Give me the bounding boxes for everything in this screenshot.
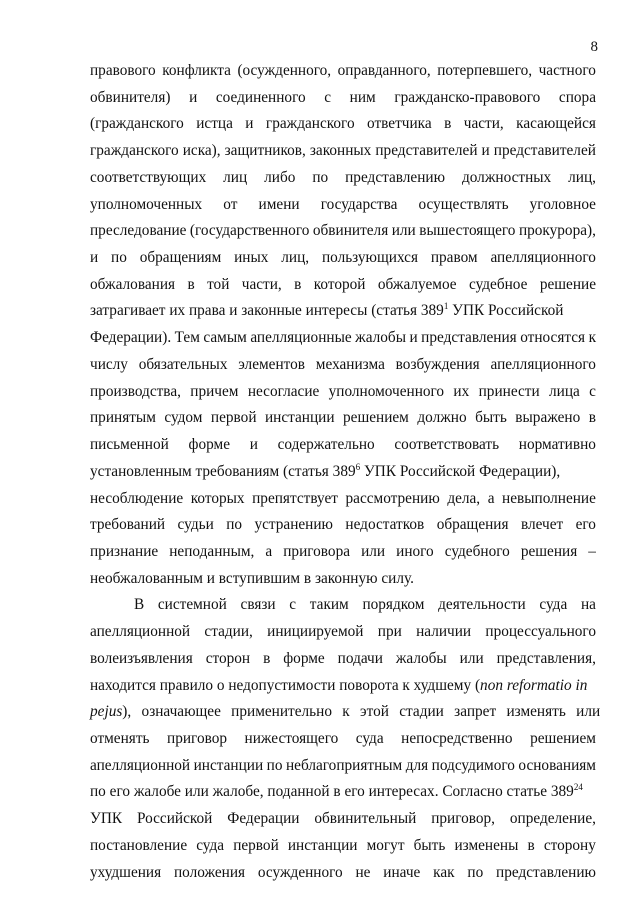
word: лица	[549, 382, 580, 400]
word: обвинителя)	[90, 88, 171, 106]
word: вышестоящего	[419, 222, 516, 240]
word: деятельности	[438, 596, 526, 614]
line-text: по его жалобе или жалобе, поданной в его интересах. Согласно статье 389	[90, 783, 574, 801]
word: суда	[539, 596, 568, 614]
word: изменены	[454, 836, 519, 854]
word: при	[377, 623, 402, 641]
word: форме	[283, 649, 325, 667]
word: по	[312, 168, 329, 186]
word: самым	[203, 329, 247, 347]
word: апелляционного	[490, 249, 596, 267]
text-line	[90, 352, 596, 379]
word: ухудшения	[90, 863, 162, 881]
word: иного	[396, 542, 434, 560]
text-line	[90, 325, 596, 352]
word: апелляционной	[90, 623, 191, 641]
word: апелляционные	[250, 329, 352, 347]
word: таким	[309, 596, 349, 614]
word: обвинительный	[314, 810, 417, 828]
word: невыполнение	[502, 489, 596, 507]
word: обжалования	[90, 275, 176, 293]
word: процессуального	[485, 623, 596, 641]
word: инстанции	[193, 756, 264, 774]
word: обязательных	[138, 355, 228, 373]
word: инстанции	[287, 836, 358, 854]
word: по	[266, 756, 283, 774]
word: системной	[157, 596, 227, 614]
word: соответствовать	[394, 436, 500, 454]
word: решение	[539, 275, 596, 293]
word: для	[405, 756, 429, 774]
word: инициируемой	[267, 623, 364, 641]
word: непосредственно	[401, 729, 513, 747]
word: в	[444, 115, 452, 133]
text-line	[90, 806, 596, 833]
word: которых	[190, 489, 245, 507]
word: и	[245, 115, 254, 133]
word: с	[324, 88, 332, 106]
text-line	[90, 833, 596, 860]
word: представления,	[496, 649, 596, 667]
word: УПК	[90, 810, 123, 828]
word: рассмотрению	[345, 489, 440, 507]
line-text: ), означающее применительно к этой стадии запрет изменять или	[122, 703, 601, 721]
word: относятся	[520, 329, 586, 347]
word: решением	[343, 409, 409, 427]
word: иначе	[383, 863, 421, 881]
word: влечет	[520, 516, 564, 534]
word: могут	[366, 836, 405, 854]
word: защитников,	[224, 142, 306, 160]
word: представлению	[496, 863, 596, 881]
word: приговор	[167, 729, 228, 747]
word: механизма	[315, 355, 385, 373]
word: первой	[233, 836, 279, 854]
word: оправданного,	[337, 62, 431, 79]
word: его	[575, 516, 596, 534]
word: в	[588, 409, 596, 427]
text-line	[90, 58, 596, 85]
word: нормативно	[518, 436, 596, 454]
word: прокурора),	[518, 222, 596, 240]
word: и	[189, 88, 198, 106]
word: имени	[258, 195, 300, 213]
line-text: затрагивает их права и законные интересы (статья 389	[90, 302, 444, 320]
text-line	[90, 245, 596, 272]
word: приговора	[283, 542, 351, 560]
word: гражданского	[90, 142, 179, 160]
word: наличии	[416, 623, 472, 641]
word: по	[226, 516, 243, 534]
text-line	[90, 566, 596, 593]
text-line	[90, 646, 596, 673]
text-line	[90, 860, 596, 887]
word: судебное	[468, 275, 528, 293]
word: быть	[413, 836, 446, 854]
word: форме	[188, 436, 230, 454]
word: гражданско-правового	[394, 88, 541, 106]
word: с	[589, 382, 596, 400]
word: Федерации).	[90, 329, 172, 347]
word: их	[453, 382, 470, 400]
word: –	[588, 542, 596, 560]
text-line	[90, 486, 596, 513]
word: судьи	[177, 516, 214, 534]
word: государства	[320, 195, 398, 213]
word: лиц,	[281, 249, 310, 267]
word: несогласие	[247, 382, 320, 400]
word: обращения	[436, 516, 509, 534]
word: соответствующих	[90, 168, 207, 186]
superscript: 1	[443, 301, 449, 312]
word: истца	[196, 115, 233, 133]
word: обвинителя	[312, 222, 389, 240]
word: устранению	[254, 516, 333, 534]
word: представителей	[493, 142, 596, 160]
word: дела,	[447, 489, 481, 507]
word: выражено	[515, 409, 581, 427]
word: принятым	[90, 409, 156, 427]
word: а	[487, 489, 495, 507]
word: В	[134, 596, 145, 614]
word: и	[90, 249, 99, 267]
word: числу	[90, 355, 128, 373]
text-line	[90, 779, 596, 806]
superscript: 24	[573, 782, 583, 793]
word: спора	[558, 88, 596, 106]
text-line	[90, 699, 601, 726]
word: от	[223, 195, 238, 213]
word: первой	[210, 409, 257, 427]
word: производства,	[90, 382, 181, 400]
word: в	[294, 275, 302, 293]
word: порядком	[362, 596, 425, 614]
word: касающейся	[516, 115, 596, 133]
text-line	[90, 539, 596, 566]
word: и	[409, 329, 418, 347]
word: Федерации	[227, 810, 300, 828]
text-line	[90, 619, 596, 646]
text-line	[90, 673, 596, 700]
word: сторон	[205, 649, 251, 667]
word: постановление	[90, 836, 188, 854]
text-line	[90, 298, 596, 325]
word: требований	[90, 516, 166, 534]
page-number: 8	[590, 39, 598, 55]
word: положения	[173, 863, 246, 881]
line-text: УПК Российской	[448, 302, 564, 320]
word: потерпевшего,	[437, 62, 533, 79]
word: той	[207, 275, 230, 293]
word: с	[289, 596, 297, 614]
text-line	[90, 459, 596, 486]
word: судом	[164, 409, 203, 427]
text-line	[90, 592, 596, 619]
word: уголовное	[529, 195, 596, 213]
word: в	[263, 649, 271, 667]
word: нижестоящего	[244, 729, 339, 747]
word: определение,	[509, 810, 596, 828]
word: по	[467, 863, 484, 881]
word: иска),	[182, 142, 221, 160]
line-text: необжалованным и вступившим в законную силу.	[90, 569, 414, 587]
word: волеизъявления	[90, 649, 193, 667]
word: причем	[190, 382, 239, 400]
word: ответчика	[367, 115, 432, 133]
word: лиц,	[568, 168, 596, 186]
word: на	[580, 596, 596, 614]
word: связи	[240, 596, 276, 614]
italic-text: pejus	[90, 703, 123, 721]
word: решения	[520, 542, 578, 560]
word: письменной	[90, 436, 169, 454]
line-text: УПК Российской Федерации),	[360, 462, 561, 480]
word: основаниям	[518, 756, 596, 774]
word: обращениям	[139, 249, 222, 267]
superscript: 6	[355, 461, 361, 472]
word: Тем	[174, 329, 200, 347]
word: недостатков	[345, 516, 425, 534]
word: подсудимого	[431, 756, 515, 774]
word: (осужденного,	[237, 62, 332, 79]
text-line	[90, 405, 596, 432]
word: принести	[478, 382, 540, 400]
word: осуществлять	[418, 195, 509, 213]
word: несоблюдение	[90, 489, 184, 507]
word: части,	[463, 115, 504, 133]
word: не	[355, 863, 371, 881]
text-line	[90, 192, 596, 219]
word: жалобы	[395, 649, 447, 667]
line-text: установленным требованиям (статья 389	[90, 462, 356, 480]
word: стадии,	[204, 623, 253, 641]
word: (государственного	[189, 222, 310, 240]
word: жалобы	[355, 329, 406, 347]
word: признание	[90, 542, 159, 560]
word: гражданского	[265, 115, 355, 133]
word: или	[361, 542, 386, 560]
word: конфликта	[162, 62, 231, 79]
word: либо	[264, 168, 296, 186]
word: (гражданского	[90, 115, 184, 133]
text-line	[90, 432, 596, 459]
word: и	[249, 436, 258, 454]
word: элементов	[238, 355, 305, 373]
word: сторону	[543, 836, 596, 854]
text-line	[90, 218, 596, 245]
word: частного	[538, 62, 596, 79]
word: части,	[241, 275, 282, 293]
word: или	[391, 222, 416, 240]
word: апелляционного	[490, 355, 596, 373]
word: уполномоченных	[90, 195, 203, 213]
body-text	[90, 58, 601, 886]
word: содержательно	[277, 436, 375, 454]
word: препятствует	[252, 489, 338, 507]
text-line	[90, 726, 596, 753]
word: инстанции	[264, 409, 335, 427]
word: решением	[530, 729, 596, 747]
word: представителей	[375, 142, 478, 160]
word: как	[433, 863, 455, 881]
word: законных	[309, 142, 372, 160]
line-text: находится правило о недопустимости поворота к худшему (	[90, 676, 481, 694]
word: к	[588, 329, 596, 347]
word: в	[527, 836, 535, 854]
word: возбуждения	[395, 355, 480, 373]
word: правового	[90, 62, 156, 79]
word: отменять	[90, 729, 150, 747]
word: или	[459, 649, 484, 667]
word: обжалуемое	[377, 275, 457, 293]
word: в	[187, 275, 195, 293]
word: а	[265, 542, 273, 560]
text-line	[90, 111, 596, 138]
text-line	[90, 272, 596, 299]
text-line	[90, 138, 596, 165]
word: представления	[421, 329, 517, 347]
word: осужденного	[257, 863, 343, 881]
word: лиц	[223, 168, 248, 186]
word: ним	[349, 88, 376, 106]
word: правом	[430, 249, 478, 267]
text-line	[90, 379, 596, 406]
word: подачи	[337, 649, 383, 667]
word: иных	[234, 249, 269, 267]
italic-text: non reformatio in	[480, 676, 588, 694]
text-line	[90, 753, 596, 780]
text-line	[90, 512, 596, 539]
word: соединенного	[215, 88, 306, 106]
word: должностных	[461, 168, 552, 186]
word: уполномоченного	[328, 382, 445, 400]
word: и	[481, 142, 490, 160]
word: неблагоприятным	[285, 756, 403, 774]
text-line	[90, 85, 596, 112]
word: должно	[417, 409, 467, 427]
word: Российской	[136, 810, 213, 828]
word: преследование	[90, 222, 187, 240]
word: неподанным,	[169, 542, 255, 560]
word: которой	[313, 275, 366, 293]
word: представлению	[345, 168, 446, 186]
word: пользующихся	[321, 249, 418, 267]
word: судебного	[444, 542, 510, 560]
word: суда	[196, 836, 225, 854]
word: быть	[475, 409, 507, 427]
text-line	[90, 165, 596, 192]
word: суда	[355, 729, 384, 747]
word: апелляционной	[90, 756, 191, 774]
word: по	[111, 249, 127, 267]
word: приговор,	[431, 810, 495, 828]
